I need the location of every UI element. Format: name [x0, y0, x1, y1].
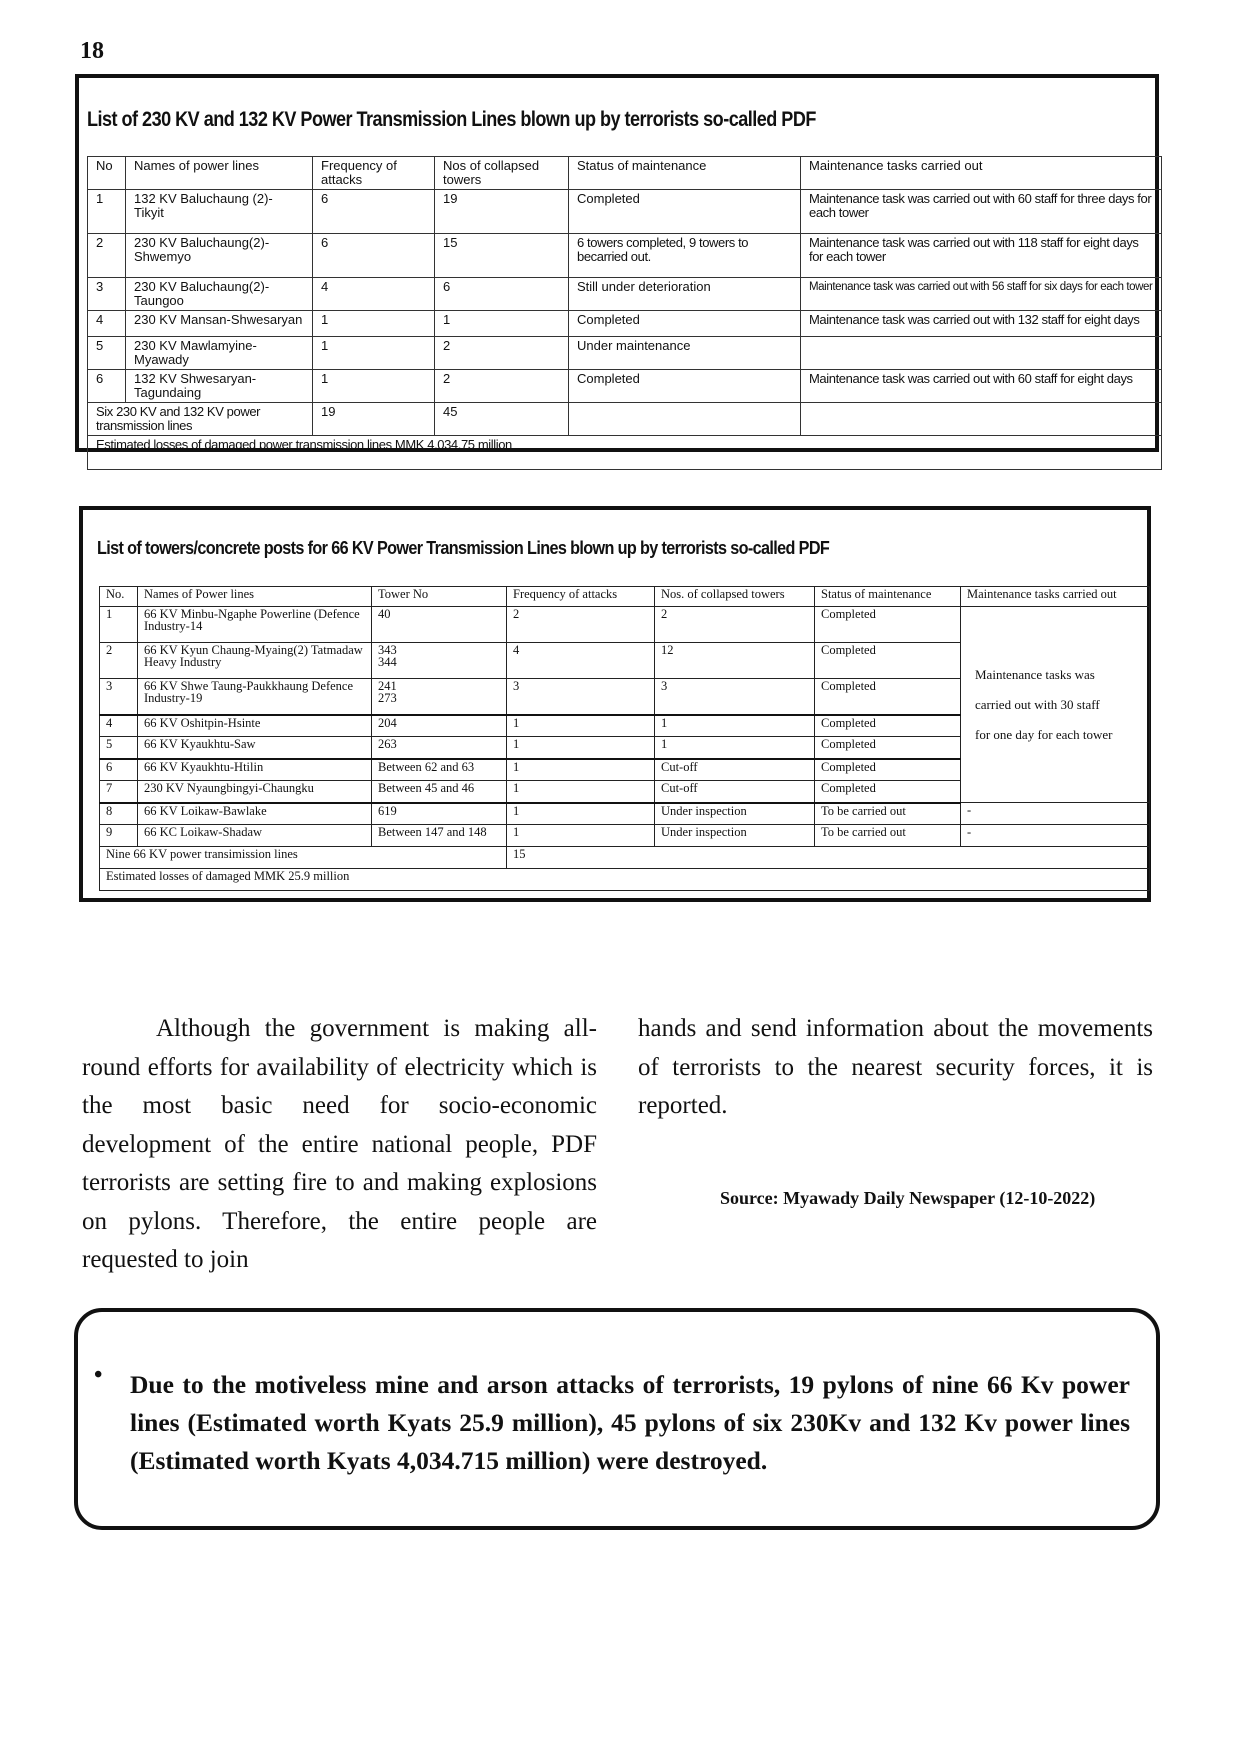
table-cell: -	[961, 825, 1150, 847]
table-cell: 8	[100, 803, 138, 825]
table-cell: 3	[507, 679, 655, 715]
table-cell: 1	[655, 715, 815, 737]
table-row	[100, 803, 1150, 825]
table1-total-towers: 45	[435, 403, 569, 436]
table-cell: Completed	[815, 737, 961, 759]
table-cell: Under maintenance	[569, 337, 801, 370]
table-cell: Maintenance task was carried out with 118 staff for eight days for each tower	[801, 234, 1162, 278]
table-cell: Cut-off	[655, 781, 815, 803]
table-cell: 66 KV Loikaw-Bawlake	[138, 803, 372, 825]
table-cell: 6	[313, 190, 435, 234]
table-cell: 1	[655, 737, 815, 759]
table2-title: List of towers/concrete posts for 66 KV Power Transmission Lines blown up by terrorists so-called PDF	[97, 538, 830, 558]
table-cell: 1	[88, 190, 126, 234]
table-cell: 66 KC Loikaw-Shadaw	[138, 825, 372, 847]
maintenance-line: carried out with 30 staff	[975, 696, 1100, 712]
table-cell: Maintenance task was carried out with 132 staff for eight days	[801, 311, 1162, 337]
table-cell: Maintenance task was carried out with 60 staff for eight days	[801, 370, 1162, 403]
callout-text: Due to the motiveless mine and arson attacks of terrorists, 19 pylons of nine 66 Kv power lines (Estimated worth Kyats 25.9 million), 45 pylons of six 230Kv and 132 Kv power lines (Estimated worth Kyats 4,034.715 million) were destroyed.	[130, 1370, 1130, 1475]
table-cell: Cut-off	[655, 759, 815, 781]
table1-header-cell: Nos of collapsed towers	[435, 157, 569, 190]
maintenance-line: Maintenance tasks was	[975, 666, 1095, 682]
table-cell: 1	[100, 607, 138, 643]
table-cell: Completed	[815, 715, 961, 737]
table-cell: Completed	[815, 759, 961, 781]
table2-header-cell: Names of Power lines	[138, 587, 372, 607]
table-row	[88, 190, 1162, 234]
bullet-icon: •	[94, 1362, 103, 1388]
table-cell: 2	[100, 643, 138, 679]
table-cell: 3	[100, 679, 138, 715]
table1	[87, 156, 1162, 470]
table-cell: 66 KV Shwe Taung-Paukkhaung Defence Industry-19	[138, 679, 372, 715]
table-cell: 2	[88, 234, 126, 278]
table-cell	[801, 403, 1162, 436]
table-cell: 6	[313, 234, 435, 278]
table-cell: 7	[100, 781, 138, 803]
table2-header-cell: Maintenance tasks carried out	[961, 587, 1150, 607]
table-cell: 6	[88, 370, 126, 403]
body-right-column: hands and send information about the movements of terrorists to the nearest security forces, it is reported.	[638, 1015, 1153, 1119]
table-cell: 9	[100, 825, 138, 847]
table-cell: 66 KV Kyaukhtu-Htilin	[138, 759, 372, 781]
table1-losses: Estimated losses of damaged power transmission lines MMK 4,034.75 million	[88, 436, 1162, 470]
table-cell: 1	[435, 311, 569, 337]
table-cell: Completed	[569, 311, 801, 337]
table1-total-attacks: 19	[313, 403, 435, 436]
table-cell: 1	[507, 781, 655, 803]
table1-header-row	[88, 157, 1162, 190]
source-citation: Source: Myawady Daily Newspaper (12-10-2022)	[720, 1188, 1096, 1208]
table2-frame	[79, 506, 1151, 902]
table-cell: Under inspection	[655, 803, 815, 825]
table-cell: 1	[507, 737, 655, 759]
maintenance-line: for one day for each tower	[975, 726, 1113, 742]
table-cell: 1	[313, 311, 435, 337]
table-cell: Completed	[815, 607, 961, 643]
table-cell: 66 KV Minbu-Ngaphe Powerline (Defence Industry-14	[138, 607, 372, 643]
table-cell: 4	[313, 278, 435, 311]
table-row	[88, 311, 1162, 337]
table-cell: Completed	[815, 679, 961, 715]
table-row	[88, 370, 1162, 403]
table-cell: 66 KV Kyaukhtu-Saw	[138, 737, 372, 759]
table-cell: 2	[655, 607, 815, 643]
table2-header-cell: No.	[100, 587, 138, 607]
table-cell: 230 KV Nyaungbingyi-Chaungku	[138, 781, 372, 803]
table-cell: Under inspection	[655, 825, 815, 847]
table2-header-cell: Status of maintenance	[815, 587, 961, 607]
table1-header-cell: Maintenance tasks carried out	[801, 157, 1162, 190]
table-cell: 6	[435, 278, 569, 311]
table-cell: 66 KV Kyun Chaung-Myaing(2) Tatmadaw Heavy Industry	[138, 643, 372, 679]
table1-title: List of 230 KV and 132 KV Power Transmission Lines blown up by terrorists so-called PDF	[87, 108, 816, 131]
table-cell: 4	[88, 311, 126, 337]
table-cell: 619	[372, 803, 507, 825]
table-cell: Completed	[569, 190, 801, 234]
table2-total-label: Nine 66 KV power transimission lines	[100, 847, 507, 869]
table-cell: 132 KV Baluchaung (2)- Tikyit	[126, 190, 313, 234]
table-cell: 15	[435, 234, 569, 278]
table1-header-cell: No	[88, 157, 126, 190]
table2-header-cell: Frequency of attacks	[507, 587, 655, 607]
table-cell: Between 62 and 63	[372, 759, 507, 781]
table-cell: 6 towers completed, 9 towers to becarried out.	[569, 234, 801, 278]
table-cell	[801, 337, 1162, 370]
table-cell: 2	[435, 337, 569, 370]
table-cell: 343 344	[372, 643, 507, 679]
table-cell: 4	[507, 643, 655, 679]
table-cell: 1	[507, 803, 655, 825]
table-cell: Completed	[815, 643, 961, 679]
table-cell: Between 147 and 148	[372, 825, 507, 847]
body-left-column: Although the government is making all-round efforts for availability of electricity which is the most basic need for socio-economic development of the entire national people, PDF terrorists are setting fire to and making explosions on pylons. Therefore, the entire people are requested to join	[82, 1015, 597, 1273]
table-cell: 1	[313, 337, 435, 370]
table-cell: 132 KV Shwesaryan-Tagundaing	[126, 370, 313, 403]
table-cell: 230 KV Baluchaung(2)-Taungoo	[126, 278, 313, 311]
table1-frame	[75, 74, 1159, 452]
table-cell: Maintenance task was carried out with 56 staff for six days for each tower	[801, 278, 1162, 311]
table-cell: 230 KV Mawlamyine-Myawady	[126, 337, 313, 370]
table-cell: Maintenance task was carried out with 60 staff for three days for each tower	[801, 190, 1162, 234]
table1-header-cell: Frequency of attacks	[313, 157, 435, 190]
table-row	[88, 234, 1162, 278]
table-cell: Still under deterioration	[569, 278, 801, 311]
table-row	[88, 278, 1162, 311]
table1-total-label: Six 230 KV and 132 KV power transmission lines	[88, 403, 313, 436]
table-cell: 5	[100, 737, 138, 759]
table2-losses-row	[100, 869, 1150, 891]
table-cell: -	[961, 803, 1150, 825]
table-cell	[569, 403, 801, 436]
table2-losses: Estimated losses of damaged MMK 25.9 million	[100, 869, 1150, 891]
table-cell: 1	[507, 825, 655, 847]
table-cell: 6	[100, 759, 138, 781]
table-cell: 204	[372, 715, 507, 737]
page-number: 18	[80, 38, 104, 64]
table-cell: Completed	[815, 781, 961, 803]
table-cell: 230 KV Mansan-Shwesaryan	[126, 311, 313, 337]
table2-maintenance-merged	[961, 607, 1150, 803]
table2-header-row	[100, 587, 1150, 607]
table-cell: 4	[100, 715, 138, 737]
table-cell: 3	[655, 679, 815, 715]
table-cell: 263	[372, 737, 507, 759]
table-cell: To be carried out	[815, 825, 961, 847]
table-cell: 40	[372, 607, 507, 643]
table1-header-cell: Status of maintenance	[569, 157, 801, 190]
table2-header-cell: Nos. of collapsed towers	[655, 587, 815, 607]
table2-total-row	[100, 847, 1150, 869]
table1-header-cell: Names of power lines	[126, 157, 313, 190]
table2-total-towers: 15	[507, 847, 1150, 869]
table-cell: 1	[507, 759, 655, 781]
callout-box	[74, 1308, 1160, 1530]
table-row	[100, 825, 1150, 847]
table-row	[100, 607, 1150, 643]
table-cell: 1	[507, 715, 655, 737]
table1-total-row	[88, 403, 1162, 436]
table-cell: Completed	[569, 370, 801, 403]
table1-losses-row	[88, 436, 1162, 470]
table2	[99, 586, 1150, 891]
table-cell: Between 45 and 46	[372, 781, 507, 803]
table-cell: 19	[435, 190, 569, 234]
table-cell: 3	[88, 278, 126, 311]
table-cell: 2	[507, 607, 655, 643]
table-cell: To be carried out	[815, 803, 961, 825]
table-cell: 5	[88, 337, 126, 370]
table2-header-cell: Tower No	[372, 587, 507, 607]
table-cell: 12	[655, 643, 815, 679]
table-cell: 66 KV Oshitpin-Hsinte	[138, 715, 372, 737]
table-cell: 1	[313, 370, 435, 403]
table-cell: 2	[435, 370, 569, 403]
table-cell: 230 KV Baluchaung(2)-Shwemyo	[126, 234, 313, 278]
table-row	[88, 337, 1162, 370]
table-cell: 241 273	[372, 679, 507, 715]
